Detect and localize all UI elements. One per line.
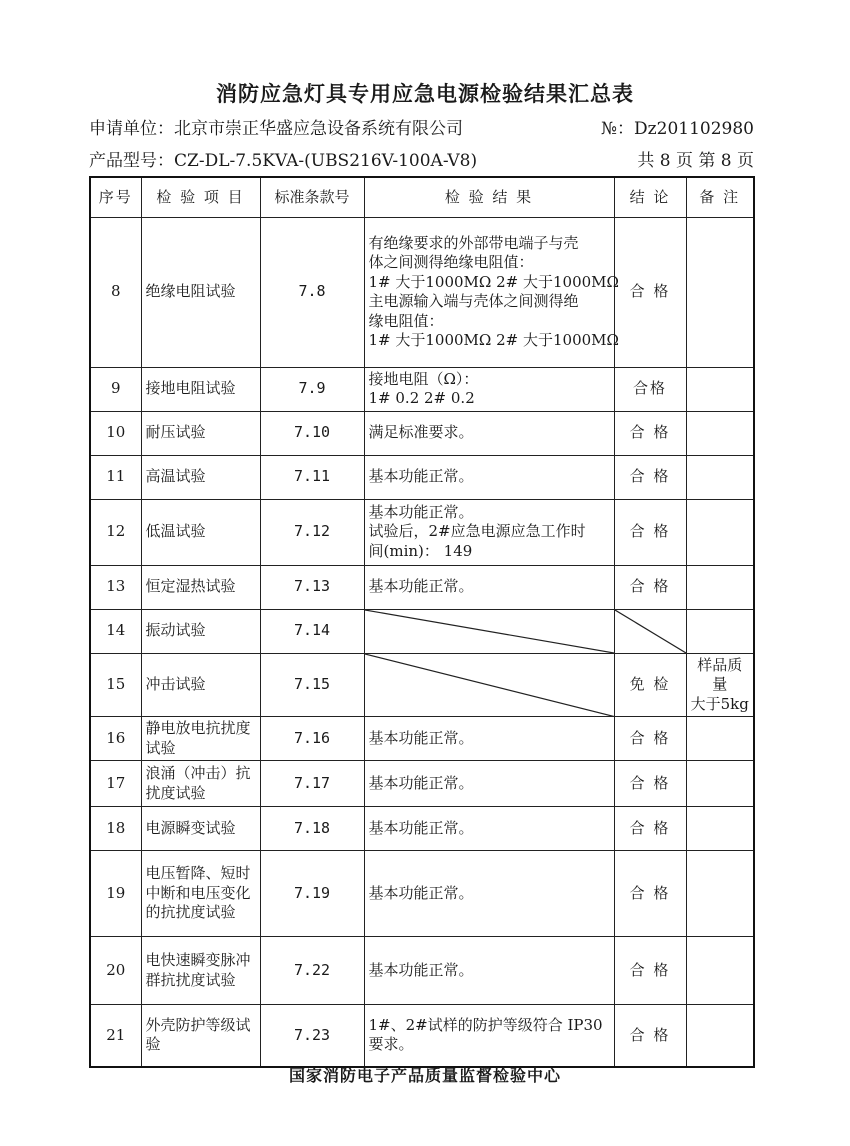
clause-number: 7.18 <box>260 807 364 851</box>
clause-number: 7.8 <box>260 217 364 367</box>
row-number: 20 <box>90 937 141 1005</box>
result-line: 基本功能正常。 <box>368 502 474 521</box>
model-label: 产品型号： <box>89 151 174 171</box>
diagonal-slash <box>615 610 686 653</box>
test-item: 耐压试验 <box>141 411 260 455</box>
conclusion: 合格 <box>614 367 686 411</box>
test-item: 电压暂降、短时中断和电压变化的抗扰度试验 <box>141 851 260 937</box>
test-item: 低温试验 <box>141 499 260 565</box>
remark <box>686 565 754 609</box>
table-header-row <box>90 177 754 217</box>
footer-org: 国家消防电子产品质量监督检验中心 <box>288 1066 561 1085</box>
result-line: 间(min)： 149 <box>368 541 473 560</box>
table-row <box>90 717 754 761</box>
result-line: 体之间测得绝缘电阻值： <box>368 253 534 271</box>
test-item: 电源瞬变试验 <box>141 807 260 851</box>
clause-number: 7.13 <box>260 565 364 609</box>
remark <box>686 455 754 499</box>
test-item: 绝缘电阻试验 <box>141 217 260 367</box>
applicant-line <box>89 114 754 139</box>
test-item: 电快速瞬变脉冲群抗扰度试验 <box>141 937 260 1005</box>
clause-number: 7.17 <box>260 761 364 807</box>
conclusion: 合 格 <box>614 807 686 851</box>
header-remark: 备 注 <box>686 177 754 217</box>
result-line: 基本功能正常。 <box>368 728 474 747</box>
table-row <box>90 807 754 851</box>
conclusion: 合 格 <box>614 217 686 367</box>
result-strikethrough <box>364 609 614 653</box>
result-line: 基本功能正常。 <box>368 883 474 902</box>
diagonal-slash <box>365 610 614 653</box>
header-item: 检 验 项 目 <box>141 177 260 217</box>
remark-line: 样品质量 <box>697 655 743 693</box>
clause-number: 7.11 <box>260 455 364 499</box>
result-line: 试验后，2#应急电源应急工作时 <box>368 522 586 541</box>
table-row <box>90 217 754 367</box>
applicant-value: 北京市崇正华盛应急设备系统有限公司 <box>174 119 463 139</box>
row-number: 9 <box>90 367 141 411</box>
clause-number: 7.10 <box>260 411 364 455</box>
clause-number: 7.23 <box>260 1005 364 1067</box>
row-number: 12 <box>90 499 141 565</box>
conclusion: 免 检 <box>614 653 686 717</box>
report-number: №：Dz201102980 <box>600 119 754 139</box>
test-item: 冲击试验 <box>141 653 260 717</box>
result-line: 基本功能正常。 <box>368 773 474 792</box>
test-result <box>364 1005 614 1067</box>
diagonal-slash <box>365 654 614 717</box>
remark <box>686 217 754 367</box>
result-line: 1# 大于1000MΩ 2# 大于1000MΩ <box>368 331 619 349</box>
row-number: 10 <box>90 411 141 455</box>
conclusion: 合 格 <box>614 761 686 807</box>
test-item: 外壳防护等级试验 <box>141 1005 260 1067</box>
table-row <box>90 761 754 807</box>
result-strikethrough <box>364 653 614 717</box>
table-row <box>90 411 754 455</box>
test-result <box>364 411 614 455</box>
test-result <box>364 367 614 411</box>
remark-line: 大于5kg <box>690 694 749 713</box>
result-line: 要求。 <box>368 1035 414 1054</box>
test-result <box>364 217 619 367</box>
test-result <box>364 565 614 609</box>
result-line: 主电源输入端与壳体之间测得绝 <box>368 292 579 310</box>
row-number: 18 <box>90 807 141 851</box>
test-item: 振动试验 <box>141 609 260 653</box>
table-row <box>90 609 754 653</box>
table-row <box>90 455 754 499</box>
remark <box>686 851 754 937</box>
result-line: 1#、2#试样的防护等级符合 IP30 <box>368 1015 603 1034</box>
result-line: 基本功能正常。 <box>368 960 474 979</box>
clause-number: 7.14 <box>260 609 364 653</box>
clause-number: 7.16 <box>260 717 364 761</box>
model-value: CZ-DL-7.5KVA-(UBS216V-100A-V8) <box>174 151 478 171</box>
table-row <box>90 499 754 565</box>
result-line: 1# 0.2 2# 0.2 <box>368 389 475 407</box>
table-row <box>90 367 754 411</box>
row-number: 21 <box>90 1005 141 1067</box>
test-result <box>364 499 614 565</box>
header-result: 检 验 结 果 <box>364 177 614 217</box>
row-number: 16 <box>90 717 141 761</box>
remark <box>686 937 754 1005</box>
result-line: 缘电阻值： <box>368 311 444 330</box>
result-line: 1# 大于1000MΩ 2# 大于1000MΩ <box>368 272 619 291</box>
row-number: 19 <box>90 851 141 937</box>
test-item: 高温试验 <box>141 455 260 499</box>
table-row <box>90 565 754 609</box>
report-title: 消防应急灯具专用应急电源检验结果汇总表 <box>216 82 634 106</box>
remark <box>686 653 754 717</box>
result-line: 有绝缘要求的外部带电端子与壳 <box>368 233 579 252</box>
header-conclusion: 结 论 <box>614 177 686 217</box>
test-result <box>364 455 614 499</box>
row-number: 13 <box>90 565 141 609</box>
result-line: 接地电阻（Ω）： <box>368 369 479 388</box>
remark <box>686 1005 754 1067</box>
result-line: 基本功能正常。 <box>368 467 474 486</box>
test-result <box>364 761 614 807</box>
table-row <box>90 1005 754 1067</box>
remark <box>686 717 754 761</box>
test-result <box>364 937 614 1005</box>
result-line: 基本功能正常。 <box>368 577 474 596</box>
remark <box>686 761 754 807</box>
clause-number: 7.12 <box>260 499 364 565</box>
test-result <box>364 807 614 851</box>
test-result <box>364 717 614 761</box>
conclusion: 合 格 <box>614 937 686 1005</box>
result-line: 满足标准要求。 <box>368 423 474 442</box>
row-number: 15 <box>90 653 141 717</box>
conclusion: 合 格 <box>614 851 686 937</box>
row-number: 17 <box>90 761 141 807</box>
page-count: 共 8 页 第 8 页 <box>637 151 754 171</box>
table-row <box>90 653 754 717</box>
test-item: 静电放电抗扰度试验 <box>141 717 260 761</box>
test-item: 接地电阻试验 <box>141 367 260 411</box>
conclusion-strikethrough <box>614 609 686 653</box>
clause-number: 7.19 <box>260 851 364 937</box>
test-item: 浪涌（冲击）抗扰度试验 <box>141 761 260 807</box>
table-row <box>90 937 754 1005</box>
row-number: 8 <box>90 217 141 367</box>
model-line <box>89 146 754 171</box>
conclusion: 合 格 <box>614 717 686 761</box>
results-table <box>89 176 755 1068</box>
remark <box>686 609 754 653</box>
table-row <box>90 851 754 937</box>
remark <box>686 411 754 455</box>
result-line: 基本功能正常。 <box>368 818 474 837</box>
conclusion: 合 格 <box>614 411 686 455</box>
test-result <box>364 851 614 937</box>
header-no: 序号 <box>90 177 141 217</box>
clause-number: 7.22 <box>260 937 364 1005</box>
applicant-label: 申请单位： <box>89 119 174 139</box>
clause-number: 7.9 <box>260 367 364 411</box>
conclusion: 合 格 <box>614 455 686 499</box>
conclusion: 合 格 <box>614 565 686 609</box>
remark <box>686 807 754 851</box>
remark <box>686 499 754 565</box>
clause-number: 7.15 <box>260 653 364 717</box>
header-clause: 标准条款号 <box>260 177 364 217</box>
remark <box>686 367 754 411</box>
conclusion: 合 格 <box>614 499 686 565</box>
conclusion: 合 格 <box>614 1005 686 1067</box>
test-item: 恒定湿热试验 <box>141 565 260 609</box>
row-number: 14 <box>90 609 141 653</box>
row-number: 11 <box>90 455 141 499</box>
